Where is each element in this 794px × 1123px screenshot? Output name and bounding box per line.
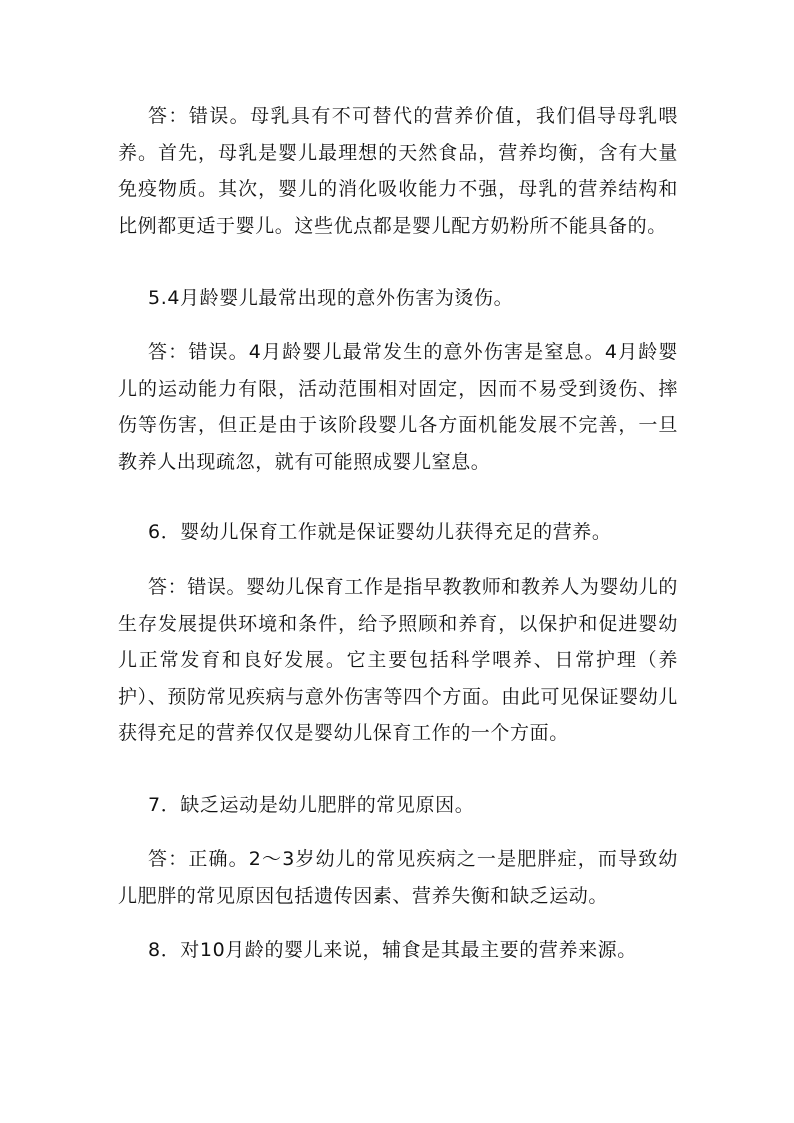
answer-paragraph-6: 答：错误。婴幼儿保育工作是指早教教师和教养人为婴幼儿的生存发展提供环境和条件，给予照顾和养育，以保护和促进婴幼儿正常发育和良好发展。它主要包括科学喂养、日常护理（养护）、预防常见疾病与意外伤害等四个方面。由此可见保证婴幼儿获得充足的营养仅仅是婴幼儿保育工作的一个方面。 <box>118 576 678 744</box>
answer-paragraph-7: 答：正确。2～3岁幼儿的常见疾病之一是肥胖症，而导致幼儿肥胖的常见原因包括遗传因素、营养失衡和缺乏运动。 <box>118 848 678 907</box>
question-paragraph-7: 7．缺乏运动是幼儿肥胖的常见原因。 <box>148 794 475 816</box>
answer-paragraph-4: 答：错误。母乳具有不可替代的营养价值，我们倡导母乳喂养。首先，母乳是婴儿最理想的天然食品，营养均衡，含有大量免疫物质。其次，婴儿的消化吸收能力不强，母乳的营养结构和比例都更适于婴儿。这些优点都是婴儿配方奶粉所不能具备的。 <box>118 105 678 237</box>
question-paragraph-6: 6．婴幼儿保育工作就是保证婴幼儿获得充足的营养。 <box>148 521 612 543</box>
question-paragraph-8: 8．对10月龄的婴儿来说，辅食是其最主要的营养来源。 <box>148 939 637 961</box>
question-paragraph-5: 5.4月龄婴儿最常出现的意外伤害为烫伤。 <box>148 287 514 309</box>
answer-paragraph-5: 答：错误。4月龄婴儿最常发生的意外伤害是窒息。4月龄婴儿的运动能力有限，活动范围相对固定，因而不易受到烫伤、摔伤等伤害，但正是由于该阶段婴儿各方面机能发展不完善，一旦教养人出现疏忽，就有可能照成婴儿窒息。 <box>118 341 678 473</box>
